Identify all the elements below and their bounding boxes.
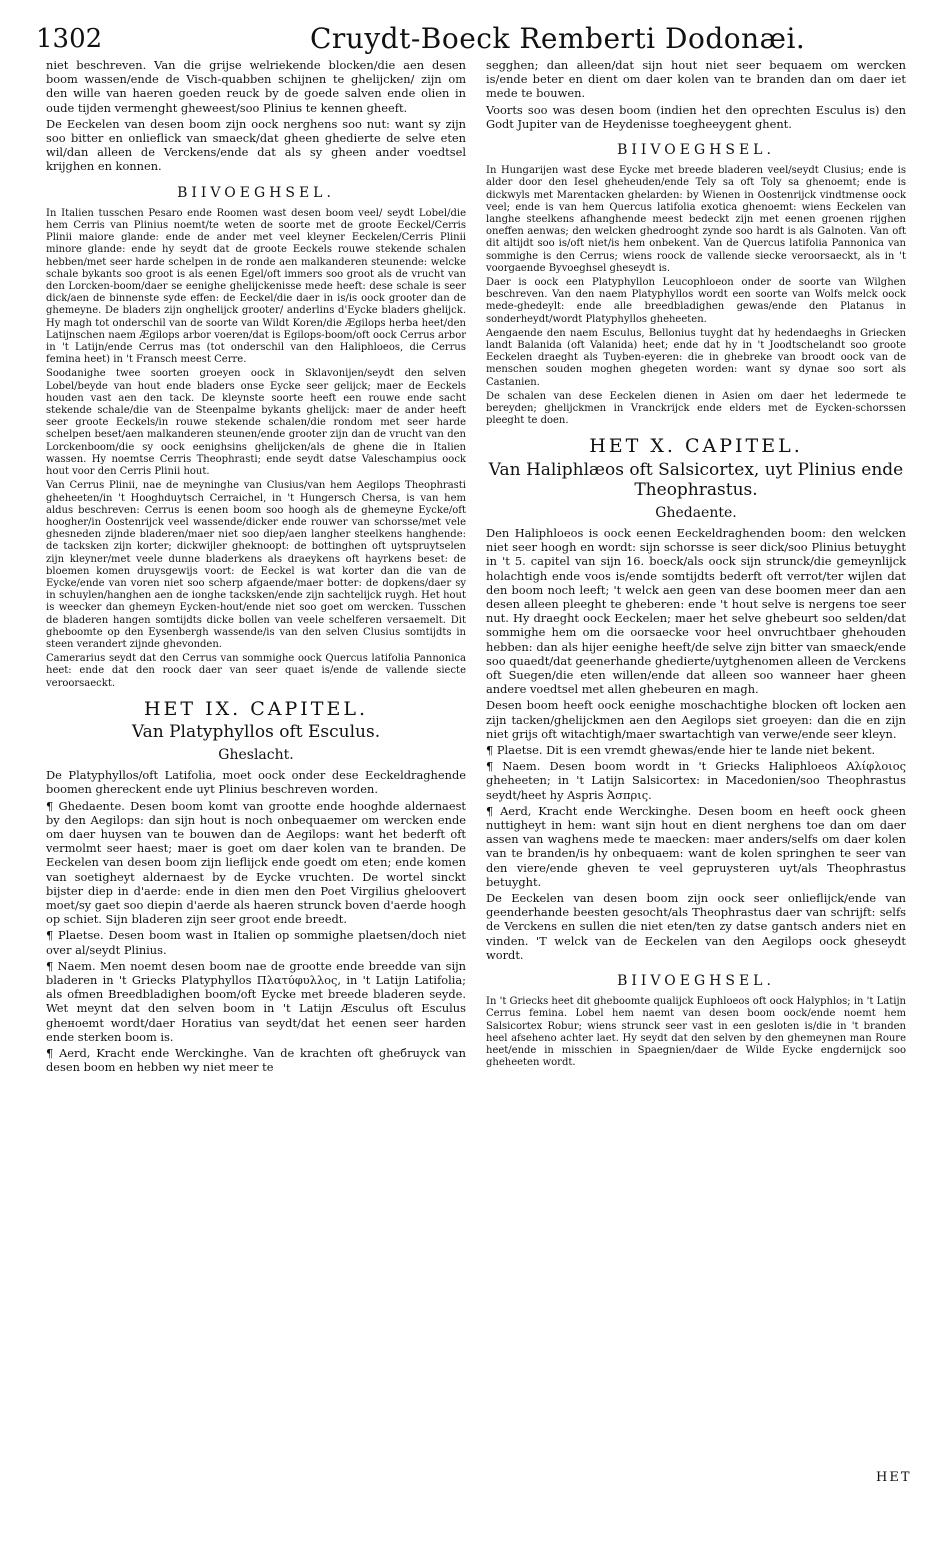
subheading: Ghedaente. [655, 504, 737, 521]
paragraph: ¶ Plaetse. Desen boom wast in Italien op sommighe plaetsen/doch niet over al/seydt Plinius. [46, 928, 466, 957]
running-title: Cruydt-Boeck Remberti Dodonæi. [310, 22, 806, 55]
paragraph: segghen; dan alleen/dat sijn hout niet seer bequaem om wercken is/ende beter en dient om daer kolen van te branden dan om daer iet mede te bouwen. [486, 58, 906, 101]
right-column [486, 58, 906, 1071]
left-column [46, 58, 466, 1076]
section-heading-bijvoeghsel: BIIVOEGHSEL. [617, 142, 775, 159]
paragraph: Den Haliphloeos is oock eenen Eeckeldraghenden boom: den welcken niet seer hoogh en wordt: sijn schorsse is seer dick/soo Plinius betuyght in 't 5. capitel van sijn 16. boeck/als oock sijn strunck/die gemeynlijck holachtigh ende voos is/ende somtijdts bederft oft verrot/ter wijlen dat den boom noch leeft; 't welck aen geen van dese boomen meer dan aen desen alleen pleeght te gheberen: ende 't hout selve is nergens toe seer nut. Hy draeght oock Eeckelen; maer het selve ghebeurt soo selden/dat sommighe hem om die oorsaecke voor heel onvruchtbaer ghehouden hebben: dan als hijer eenighe heeft/de selve zijn bitter van smaeck/ende soo quaedt/dat geenerhande ghedierte/uytghenomen alleen de Verckens oft Suegen/die eten willen/ende dat alleen soo wanneer haer gheen andere voedtsel met allen ghebeuren en magh. [486, 525, 906, 697]
paragraph: Voorts soo was desen boom (indien het den oprechten Esculus is) den Godt Jupiter van de Heydenisse toegheeygent ghent. [486, 102, 906, 131]
paragraph: De Eeckelen van desen boom zijn oock seer onlieflijck/ende van geenderhande beesten gesocht/als Theophrastus daer van schrijft: selfs de Verckens en sullen die niet eten/ten zy datse gantsch anders niet en vinden. 'T welck van de Eeckelen van den Aegilops oock gheseydt wordt. [486, 890, 906, 962]
paragraph: De Platyphyllos/oft Latifolia, moet oock onder dese Eeckeldraghende boomen ghereckent ende uyt Plinius beschreven worden. [46, 768, 466, 797]
chapter-title: HET IX. CAPITEL. [143, 697, 368, 720]
paragraph: ¶ Aerd, Kracht ende Werckinghe. Van de krachten oft gheбruyck van desen boom en hebben wy niet meer te [46, 1046, 466, 1075]
subheading: Gheslacht. [218, 746, 294, 763]
paragraph: Van Cerrus Plinii, nae de meyninghe van Clusius/van hem Aegilops Theophrasti gheheeten/in 't Hooghduytsch Cerraichel, in 't Hungersch Chersa, is van hem aldus beschreven: Cerrus is eenen boom soo hoogh als de ghemeyne Eycke/oft hoogher/in Oostenrijck veel wassende/dicker ende rouwer van schorsse/met vele ghesneden zijnde bladeren/maer niet soo diep/aen langher steelkens hanghende: de tacksken zijn korter; dickwijler gheknoopt: de bottinghen oft uytspruytselen zijn kleyner/met veele dunne bladerkens als draeykens oft hayrkens beset: de bloemen komen druysgewijs voort: de Eeckel is wat korter dan die van de Eycke/ende van voren niet soo scherp afgaende/maer botter: de dopkens/daer sy in schuylen/hanghen aen de ionghe tacksken/ende zijn sachtelijck ruygh. Het hout is weecker dan ghemeyn Eycken-hout/ende niet soo goet om wercken. Tusschen de bladeren hangen somtijdts dicke bollen van veele schelferen versaemelt. Dit gheboomte op den Eysenbergh wassende/is van den selven Clusius somtijdts in steen verandert zijnde ghevonden. [46, 480, 466, 650]
paragraph: Daer is oock een Platyphyllon Leucophloeon onder de soorte van Wilghen beschreven. Van den naem Platyphyllos wordt een soorte van Wolfs melck oock mede-ghedeylt: ende alle breedbladighen gewas/ende den Platanus in sonderheydt/wordt Platyphyllos gheheeten. [486, 277, 906, 325]
paragraph: In 't Griecks heet dit gheboomte qualijck Euphloeos oft oock Halyphlos; in 't Latijn Cerrus femina. Lobel hem naemt van desen boom oock/ende noemt hem Salsicortex Robur; wiens strunck seer vast in een gesloten is/die in 't branden heel afseheno achter laet. Hy seydt dat den selven by den ghemeynen man Roure heet/ende in misschien in Spaegnien/daer de Wilde Eycke engdernijck soo gheheeten wordt. [486, 996, 906, 1069]
paragraph: ¶ Naem. Men noemt desen boom nae de grootte ende breedde van sijn bladeren in 't Griecks Platyphyllos Πλατύφυλλος, in 't Latijn Latifolia; als ofmen Breedbladighen boom/oft Eycke met breede bladeren seyde. Wet meynt dat den selven boom in 't Latijn Æsculus oft Esculus gheноеmt wordt/daer Horatius van seydt/dat het eenen seer harden ende sterken boom is. [46, 958, 466, 1044]
paragraph: ¶ Naem. Desen boom wordt in 't Griecks Haliphloeos Αλίφλοιος gheheeten; in 't Latijn Salsicortex: in Macedonien/soo Theophrastus seydt/heet hy Aspris Ἀσπρις. [486, 759, 906, 802]
section-heading-bijvoeghsel: BIIVOEGHSEL. [177, 184, 335, 201]
page-header [30, 18, 930, 58]
paragraph: Desen boom heeft oock eenighe moschachtighe blocken oft locken aen zijn tacken/ghelijckmen aen den Aegilops siet groeyen: dan die en zijn niet grijs oft witachtigh/maer swartachtigh van verwe/ende seer kleyn. [486, 698, 906, 741]
paragraph: In Hungarijen wast dese Eycke met breede bladeren veel/seydt Clusius; ende is alder door den Iesel gheheuden/ende Tely sa oft Toly sa ghenoemt; ende is dickwyls met Marentacken ghelarden: by Wienen in Oostenrijck vindtmense oock veel; ende is van hem Quercus latifolia exotica ghenoemt: wiens Eeckelen van langhe steelkens afhanghende meest bedeckt zijn met eenen groenen rijghen oneffen aenwas; den welcken ghedrooght zynde soo hardt is als Galnoten. Van oft dit altijdt soo is/oft niet/is hem onbekent. Van de Quercus latifolia Pannonica van sommighe is den Cerrus; wiens roock de vallende siecke veroorsaeckt, als in 't voorgaende Byvoeghsel gheseydt is. [486, 165, 906, 274]
chapter-subtitle: Van Haliphlæos oft Salsicortex, uyt Plinius ende Theophrastus. [488, 459, 904, 500]
paragraph: ¶ Aerd, Kracht ende Werckinghe. Desen boom en heeft oock gheen nuttigheyt in hem: want sijn hout en dient nerghens toe dan om daer assen van waghens mede te maecken: maer anders/selfs om daer kolen van te branden/is hy onbequaem: want de kolen springhen te seer van den viere/ende gheven te veel gepruysteren uyt/als Theophrastus betuyght. [486, 803, 906, 889]
chapter-subtitle: Van Platyphyllos oft Esculus. [131, 721, 381, 742]
paragraph: ¶ Plaetse. Dit is een vremdt ghewas/ende hier te lande niet bekent. [486, 742, 876, 757]
paragraph: niet beschreven. Van die grijse welriekende blocken/die aen desen boom wassen/ende de Visch-quabben schijnen te ghelijcken/ zijn om den wille van haeren goeden reuck by de goede salven ende olien in oude tijden vermenght gheweest/soo Plinius te kennen gheeft. [46, 58, 466, 115]
paragraph: Soodanighe twee soorten groeyen oock in Sklavonijen/seydt den selven Lobel/beyde van hout ende bladers onse Eycke seer gelijck; maer de Eeckels houden vast aen den tack. De kleynste soorte heeft een rouwe ende sacht stekende schale/die van de Steenpalme bykants ghelijck: maer de ander heeft seer groote Eeckels/in rouwe stekende schalen/die rondom met seer harde schelpen beset/aen malkanderen steunen/ende grooter zijn dan de vrucht van den Lorckenboom/die sy oock eenighsins ghelijcken/als de ghene die in Italien wassen. Hy noemtse Cerris Theophrasti; ende seydt datse Valeschampius oock hout voor den Cerris Plinii hout. [46, 368, 466, 478]
page-number: 1302 [36, 24, 103, 54]
chapter-title: HET X. CAPITEL. [589, 435, 803, 458]
paragraph: ¶ Ghedaente. Desen boom komt van grootte ende hooghde aldernaest by den Aegilops: dan sijn hout is noch onbequaemer om wercken ende om daer huysen van te bouwen dan de Aegilops: want het bederft oft vermolmt seer haest; maer is goet om daer kolen van te branden. De Eeckelen van desen boom zijn lieflijck ende goedt om eten; ende komen van soetigheyt aldernaest by de Eycke vruchten. De wortel sinckt bijster diep in d'aerde: ende in dien men den Poet Virgilius gheloovert moet/sy gaet soo diepin d'aerde als haeren strunck boven d'aerde hoogh op schiet. Sijn bladeren zijn seer groot ende breedt. [46, 798, 466, 927]
paragraph: De Eeckelen van desen boom zijn oock nerghens soo nut: want sy zijn soo bitter en onlieflick van smaeck/dat gheen ghedierte de selve eten wil/dan alleen de Verckens/ende dat als sy gheen ander voedtsel krijghen en konnen. [46, 116, 466, 174]
paragraph: In Italien tusschen Pesaro ende Roomen wast desen boom veel/ seydt Lobel/die hem Cerris van Plinius noemt/te weten de soorte met de groote Eeckel/Cerris Plinii maiore glande: ende de ander met veel kleyner Eeckelen/Cerris Plinii minore glande: ende hy seydt dat de groote Eeckels rouwe stekende schalen hebben/met seer harde schelpen in de ronde aen malkanderen steunende: welcke schale bykants soo groot is als eenen Egel/oft immers soo groot als de vrucht van den Lorcken-boom/daer se eenighe ghelijckenisse mede heeft: dese schale is seer dick/aen de binnenste syde effen: de Eeckel/die daer in is/is oock grooter dan de ghemeyne. De bladers zijn onghelijck grooter/ anderlins d'Eycke bladers ghelijck. Hy magh tot onderschil van de soorte van Wildt Koren/die Ægilops herba heet/den Latijnschen naem Ægilops arbor voeren/dat is Egilops-boom/oft oock Cerrus arbor in 't Latijn/ende Cerrus mas (tot onderschil van den Haliphloeos, die Cerrus femina heet) in 't Fransch meest Cerre. [46, 207, 466, 366]
paragraph: De schalen van dese Eeckelen dienen in Asien om daer het ledermede te bereyden; ghelijckmen in Vranckrijck ende elders met de Eycken-schorssen pleeght te doen. [486, 390, 906, 427]
paragraph: Aengaende den naem Esculus, Bellonius tuyght dat hy hedendaeghs in Griecken landt Balanida (oft Valanida) heet; ende dat hy in 't Joodtschelandt soo groote Eeckelen draeght als Tuyben-eyeren: die in ghebreke van broodt oock van de menschen souden moghen ghegeten worden: want sy dynae soo sort als Castanien. [486, 327, 906, 388]
paragraph: Camerarius seydt dat den Cerrus van sommighe oock Quercus latifolia Pannonica heet: ende dat den roock daer van seer quaet is/ende de vallende siecte veroorsaeckt. [46, 653, 466, 689]
section-heading-bijvoeghsel: BIIVOEGHSEL. [617, 972, 775, 989]
catchword: HET [876, 1470, 912, 1485]
